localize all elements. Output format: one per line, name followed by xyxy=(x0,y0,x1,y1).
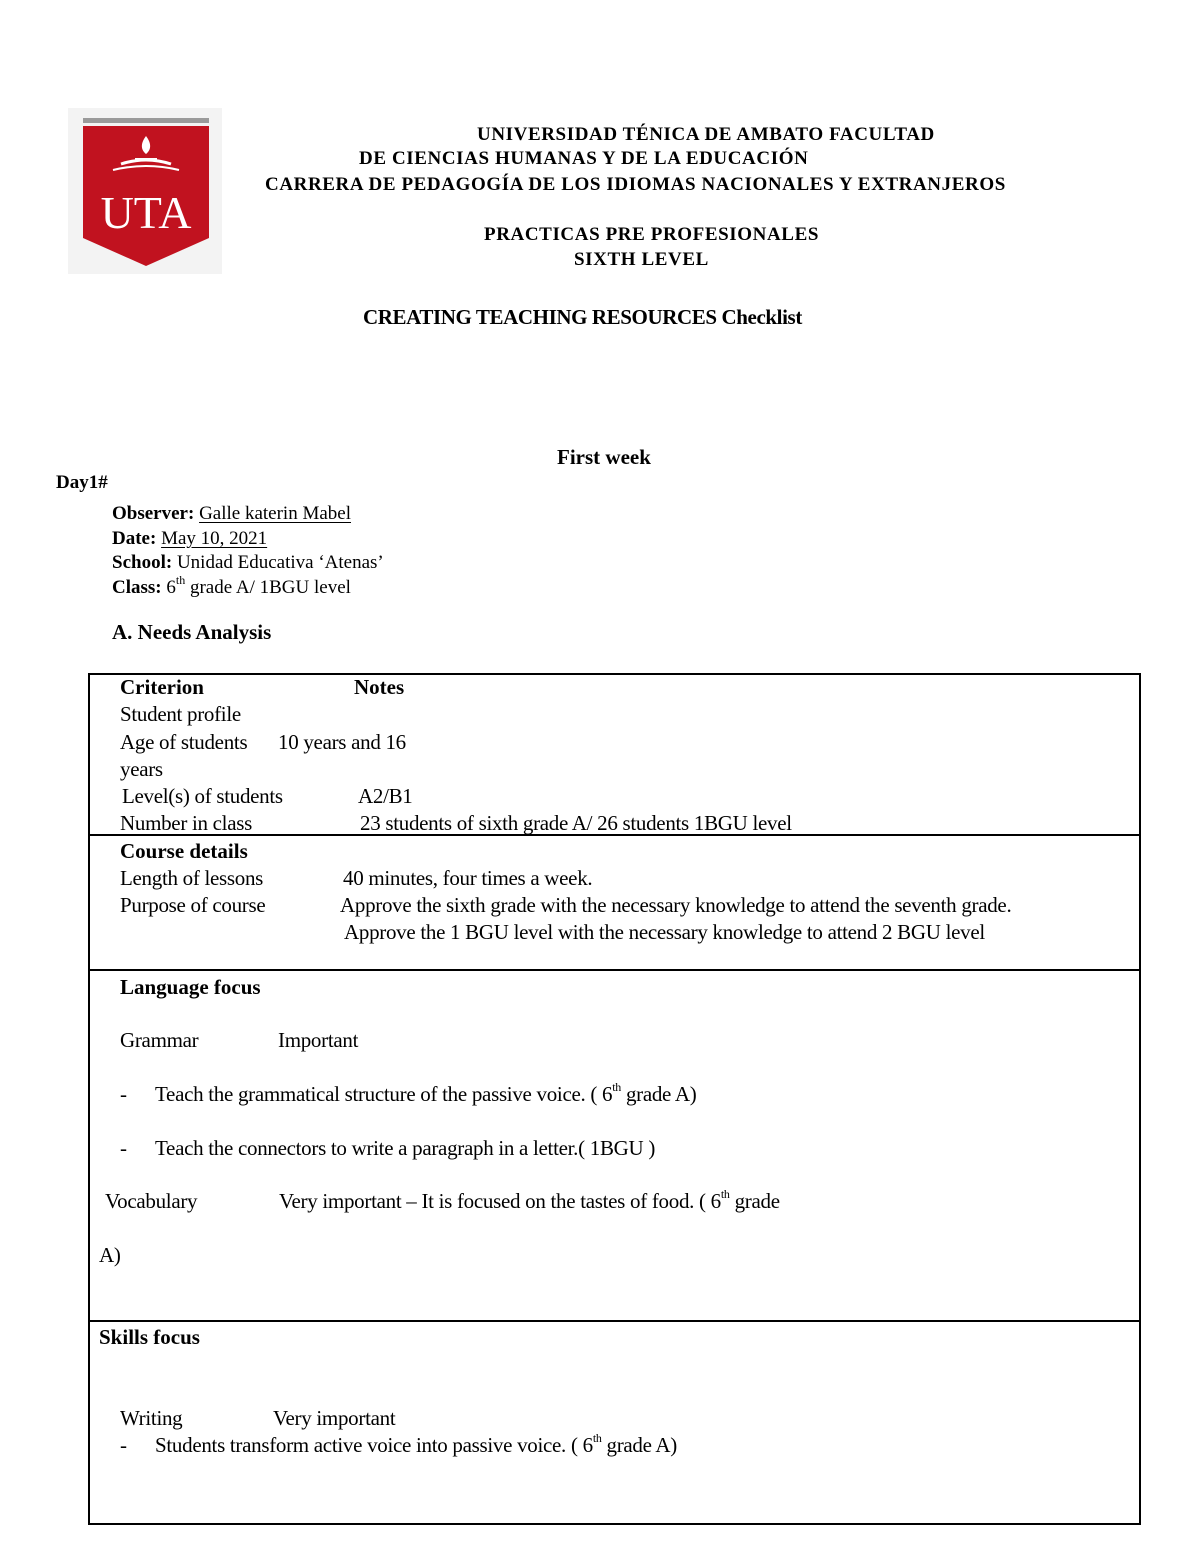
student-profile-label: Student profile xyxy=(120,702,241,726)
vocabulary-value-rest: grade xyxy=(734,1189,780,1213)
writing-item-rest: grade A) xyxy=(606,1433,677,1457)
school-line xyxy=(112,552,384,574)
course-details-heading: Course details xyxy=(120,839,248,863)
observer-value: Galle katerin Mabel xyxy=(199,503,351,524)
skills-focus-heading: Skills focus xyxy=(99,1325,200,1349)
grammar-label: Grammar xyxy=(120,1028,199,1052)
writing-label: Writing xyxy=(120,1406,183,1430)
vocabulary-label: Vocabulary xyxy=(105,1189,198,1213)
vocabulary-value-text: Very important – It is focused on the tastes of food. ( 6 xyxy=(279,1189,721,1213)
day-label: Day1# xyxy=(56,472,108,493)
purpose-value-2: Approve the 1 BGU level with the necessary knowledge to attend 2 BGU level xyxy=(344,920,985,944)
level-label: Level(s) of students xyxy=(122,784,283,808)
school-value: Unidad Educativa ‘Atenas’ xyxy=(176,552,384,573)
vocabulary-value-wrap: A) xyxy=(99,1243,121,1267)
writing-item-text: Students transform active voice into passive voice. ( 6 xyxy=(155,1433,593,1457)
class-value-rest: grade A/ 1BGU level xyxy=(189,577,351,598)
week-title: First week xyxy=(557,445,651,469)
grammar-item-1-text: Teach the grammatical structure of the passive voice. ( 6 xyxy=(155,1082,613,1106)
age-label: Age of students xyxy=(120,730,248,754)
class-label: Class: xyxy=(112,577,162,598)
table-row-divider xyxy=(88,1320,1141,1322)
class-value-ordinal: th xyxy=(175,572,186,587)
header-line-faculty: DE CIENCIAS HUMANAS Y DE LA EDUCACIÓN xyxy=(359,148,809,169)
length-label: Length of lessons xyxy=(120,866,264,890)
age-value: 10 years and 16 xyxy=(278,730,406,754)
language-focus-heading: Language focus xyxy=(120,975,261,999)
ordinal-suffix: th xyxy=(720,1187,730,1201)
date-value: May 10, 2021 xyxy=(161,528,268,549)
ordinal-suffix: th xyxy=(592,1431,602,1445)
logo-top-bar xyxy=(83,118,209,123)
number-value: 23 students of sixth grade A/ 26 students 1BGU level xyxy=(360,811,792,835)
purpose-label: Purpose of course xyxy=(120,893,266,917)
header-line-career: CARRERA DE PEDAGOGÍA DE LOS IDIOMAS NACIONALES Y EXTRANJEROS xyxy=(265,174,1006,195)
date-label: Date: xyxy=(112,528,157,549)
column-header-notes: Notes xyxy=(354,675,405,699)
grammar-item-1 xyxy=(155,1082,696,1107)
level-value: A2/B1 xyxy=(358,784,413,808)
grammar-item-2: Teach the connectors to write a paragraph in a letter.( 1BGU ) xyxy=(155,1136,656,1160)
bullet-dash: - xyxy=(120,1433,127,1457)
grammar-item-1-rest: grade A) xyxy=(625,1082,697,1106)
class-value-number: 6 xyxy=(166,577,176,598)
number-label: Number in class xyxy=(120,811,252,835)
vocabulary-value xyxy=(279,1189,780,1214)
section-needs-analysis: A. Needs Analysis xyxy=(112,620,272,644)
document-title: CREATING TEACHING RESOURCES Checklist xyxy=(363,305,802,329)
header-line-level: SIXTH LEVEL xyxy=(574,249,709,270)
purpose-value-1: Approve the sixth grade with the necessary knowledge to attend the seventh grade. xyxy=(340,893,1012,917)
logo-text: UTA xyxy=(100,187,192,238)
date-line xyxy=(112,528,333,550)
grammar-value: Important xyxy=(278,1028,359,1052)
age-value-wrap: years xyxy=(120,757,163,781)
class-line xyxy=(112,572,351,599)
logo-shield xyxy=(83,126,209,266)
observer-label: Observer: xyxy=(112,503,195,524)
header-line-university: UNIVERSIDAD TÉNICA DE AMBATO FACULTAD xyxy=(477,124,935,145)
writing-value: Very important xyxy=(273,1406,396,1430)
school-label: School: xyxy=(112,552,173,573)
uta-logo xyxy=(68,108,222,274)
writing-item xyxy=(155,1433,677,1458)
bullet-dash: - xyxy=(120,1136,127,1160)
column-header-criterion: Criterion xyxy=(120,675,204,699)
header-line-practicas: PRACTICAS PRE PROFESIONALES xyxy=(484,224,820,245)
bullet-dash: - xyxy=(120,1082,127,1106)
observer-line xyxy=(112,503,351,525)
table-row-divider xyxy=(88,969,1141,971)
length-value: 40 minutes, four times a week. xyxy=(343,866,593,890)
ordinal-suffix: th xyxy=(612,1080,621,1094)
